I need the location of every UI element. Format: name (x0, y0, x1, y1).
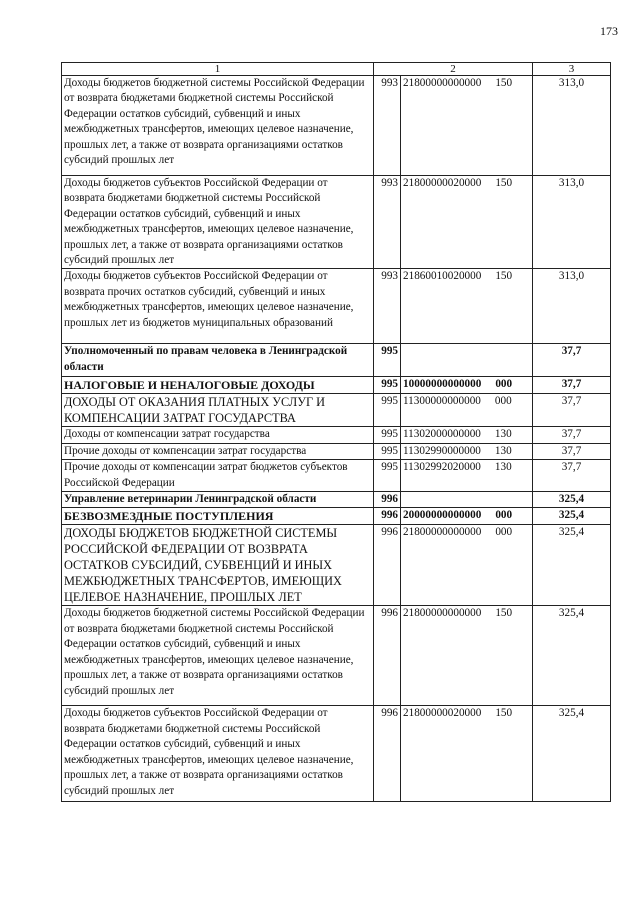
income-kind-code: 150 (495, 607, 513, 620)
classification-code: 11302990000000 (403, 444, 481, 457)
table-row (62, 427, 611, 443)
amount-cell: 325,4 (533, 706, 611, 802)
admin-code-cell: 995 (374, 377, 401, 394)
row-name-cell: ДОХОДЫ ОТ ОКАЗАНИЯ ПЛАТНЫХ УСЛУГ И КОМПЕНСАЦИИ ЗАТРАТ ГОСУДАРСТВА (62, 394, 374, 427)
budget-code-cell (401, 525, 533, 606)
row-name-cell: Доходы бюджетов субъектов Российской Федерации от возврата бюджетами бюджетной системы Российской Федерации остатков субсидий, субвенций и иных межбюджетных трансфертов, имеющих целевое назначение, прошлых лет, а также от возврата организациями остатков субсидий прошлых лет (62, 176, 374, 269)
income-kind-code: 150 (495, 707, 513, 720)
header-col-3: 3 (533, 63, 611, 76)
classification-code: 21800000020000 (403, 707, 482, 720)
income-kind-code: 130 (494, 461, 512, 474)
table-row (62, 344, 611, 377)
income-kind-code: 000 (494, 395, 512, 408)
income-kind-code: 000 (495, 378, 513, 391)
amount-cell: 313,0 (533, 76, 611, 176)
admin-code-cell: 995 (374, 460, 401, 492)
admin-code-cell: 995 (374, 344, 401, 377)
header-col-1: 1 (62, 63, 374, 76)
classification-code: 20000000000000 (403, 509, 482, 522)
amount-cell: 325,4 (533, 525, 611, 606)
income-kind-code: 000 (495, 509, 513, 522)
budget-code-cell (401, 427, 533, 443)
budget-code-cell (401, 706, 533, 802)
amount-cell: 325,4 (533, 492, 611, 508)
table-row (62, 525, 611, 606)
admin-code-cell: 996 (374, 525, 401, 606)
row-name-cell: Уполномоченный по правам человека в Ленинградской области (62, 344, 374, 377)
admin-code-cell: 996 (374, 706, 401, 802)
table-row (62, 76, 611, 176)
income-kind-code: 150 (495, 270, 513, 283)
admin-code-cell: 995 (374, 427, 401, 443)
admin-code-cell: 995 (374, 394, 401, 427)
row-name-cell: Доходы от компенсации затрат государства (62, 427, 374, 443)
admin-code-cell: 993 (374, 76, 401, 176)
admin-code-cell: 996 (374, 508, 401, 525)
budget-code-cell (401, 76, 533, 176)
table-row (62, 377, 611, 394)
admin-code-cell: 993 (374, 176, 401, 269)
row-name-cell: Доходы бюджетов субъектов Российской Федерации от возврата бюджетами бюджетной системы Российской Федерации остатков субсидий, субвенций и иных межбюджетных трансфертов, имеющих целевое назначение, прошлых лет, а также от возврата организациями остатков субсидий прошлых лет (62, 706, 374, 802)
amount-cell: 37,7 (533, 377, 611, 394)
row-name-cell: ДОХОДЫ БЮДЖЕТОВ БЮДЖЕТНОЙ СИСТЕМЫ РОССИЙСКОЙ ФЕДЕРАЦИИ ОТ ВОЗВРАТА ОСТАТКОВ СУБСИДИЙ, СУБВЕНЦИЙ И ИНЫХ МЕЖБЮДЖЕТНЫХ ТРАНСФЕРТОВ, ИМЕЮЩИХ ЦЕЛЕВОЕ НАЗНАЧЕНИЕ, ПРОШЛЫХ ЛЕТ (62, 525, 374, 606)
revenue-table (61, 62, 611, 802)
row-name-cell: Доходы бюджетов бюджетной системы Российской Федерации от возврата бюджетами бюджетной системы Российской Федерации остатков субсидий, субвенций и иных межбюджетных трансфертов, имеющих целевое назначение, прошлых лет, а также от возврата организациями остатков субсидий прошлых лет (62, 76, 374, 176)
table-row (62, 176, 611, 269)
amount-cell: 37,7 (533, 443, 611, 459)
classification-code: 21800000020000 (403, 177, 482, 189)
budget-code-cell (401, 394, 533, 427)
row-name-cell: Управление ветеринарии Ленинградской области (62, 492, 374, 508)
row-name-cell: Прочие доходы от компенсации затрат государства (62, 443, 374, 459)
classification-code: 21860010020000 (403, 270, 482, 283)
budget-code-cell (401, 606, 533, 706)
header-col-2: 2 (374, 63, 533, 76)
admin-code-cell: 993 (374, 269, 401, 344)
amount-cell: 37,7 (533, 427, 611, 443)
admin-code-cell: 996 (374, 606, 401, 706)
income-kind-code: 000 (495, 526, 513, 539)
amount-cell: 37,7 (533, 344, 611, 377)
amount-cell: 325,4 (533, 606, 611, 706)
budget-code-cell (401, 492, 533, 508)
table-row (62, 269, 611, 344)
table-row (62, 443, 611, 459)
table-row (62, 394, 611, 427)
amount-cell: 313,0 (533, 176, 611, 269)
classification-code: 11302992020000 (403, 461, 481, 474)
admin-code-cell: 996 (374, 492, 401, 508)
admin-code-cell: 995 (374, 443, 401, 459)
amount-cell: 325,4 (533, 508, 611, 525)
classification-code: 21800000000000 (403, 526, 482, 539)
row-name-cell: Доходы бюджетов субъектов Российской Федерации от возврата прочих остатков субсидий, субвенций и иных межбюджетных трансфертов, имеющих целевое назначение, прошлых лет из бюджетов муниципальных образований (62, 269, 374, 344)
classification-code: 11300000000000 (403, 395, 481, 408)
income-kind-code: 150 (495, 177, 513, 189)
budget-code-cell (401, 176, 533, 269)
classification-code: 21800000000000 (403, 77, 482, 89)
page-number: 173 (600, 24, 618, 38)
table-row (62, 706, 611, 802)
table-row (62, 508, 611, 525)
row-name-cell: Доходы бюджетов бюджетной системы Российской Федерации от возврата бюджетами бюджетной системы Российской Федерации остатков субсидий, субвенций и иных межбюджетных трансфертов, имеющих целевое назначение, прошлых лет, а также от возврата организациями остатков субсидий прошлых лет (62, 606, 374, 706)
classification-code: 10000000000000 (403, 378, 482, 391)
table-row (62, 606, 611, 706)
income-kind-code: 130 (494, 428, 512, 441)
budget-code-cell (401, 377, 533, 394)
classification-code: 21800000000000 (403, 607, 482, 620)
table-row (62, 460, 611, 492)
classification-code: 11302000000000 (403, 428, 481, 441)
budget-code-cell (401, 508, 533, 525)
income-kind-code: 150 (495, 77, 513, 89)
budget-code-cell (401, 460, 533, 492)
budget-code-cell (401, 269, 533, 344)
table-header-row (62, 63, 611, 76)
table-row (62, 492, 611, 508)
amount-cell: 37,7 (533, 394, 611, 427)
amount-cell: 37,7 (533, 460, 611, 492)
amount-cell: 313,0 (533, 269, 611, 344)
row-name-cell: Прочие доходы от компенсации затрат бюджетов субъектов Российской Федерации (62, 460, 374, 492)
budget-code-cell (401, 443, 533, 459)
row-name-cell: БЕЗВОЗМЕЗДНЫЕ ПОСТУПЛЕНИЯ (62, 508, 374, 525)
budget-code-cell (401, 344, 533, 377)
row-name-cell: НАЛОГОВЫЕ И НЕНАЛОГОВЫЕ ДОХОДЫ (62, 377, 374, 394)
income-kind-code: 130 (494, 444, 512, 457)
